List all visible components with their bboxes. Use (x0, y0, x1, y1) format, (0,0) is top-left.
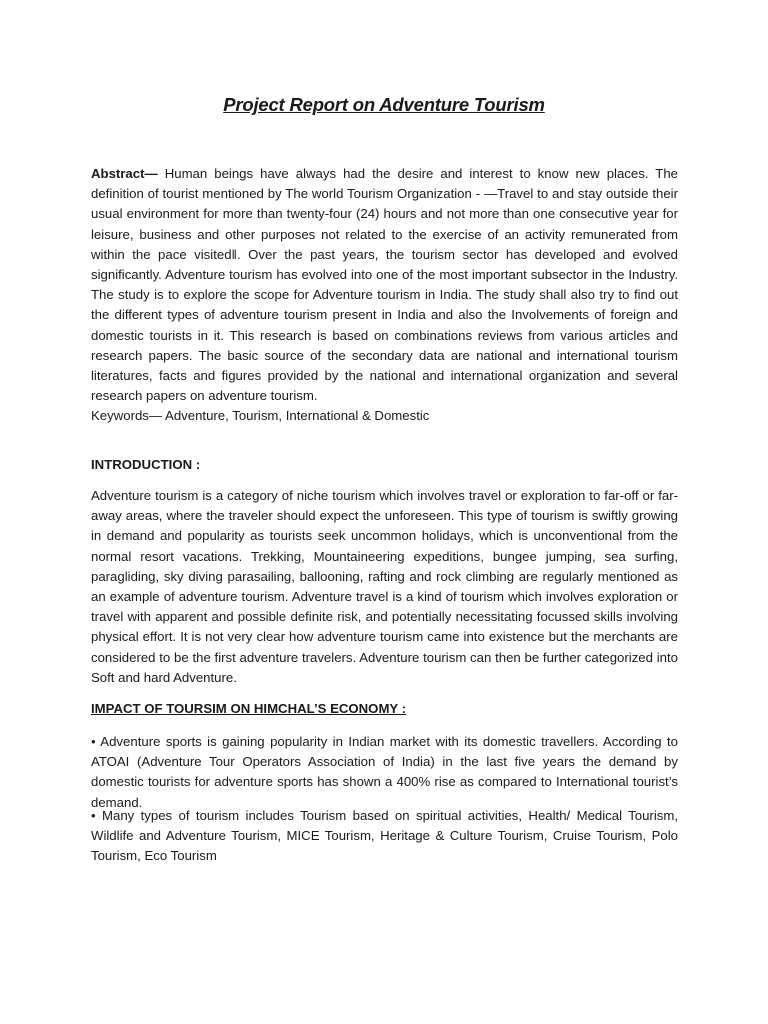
abstract-label: Abstract— (91, 166, 158, 181)
abstract-text: Human beings have always had the desire and interest to know new places. The definition of tourist mentioned by The world Tourism Organization - —Travel to and stay outside their usual environment for more than twenty-four (24) hours and not more than one consecutive year for leisure, business and other purposes not related to the exercise of an activity remunerated from within the pace visited‖. Over the past years, the tourism sector has developed and evolved significantly. Adventure tourism has evolved into one of the most important subsector in the Industry. The study is to explore the scope for Adventure tourism in India. The study shall also try to find out the different types of adventure tourism present in India and also the Involvements of foreign and domestic tourists in it. This research is based on combinations reviews from various articles and research papers. The basic source of the secondary data are national and international tourism literatures, facts and figures provided by the national and international organization and several research papers on adventure tourism. (91, 166, 678, 404)
impact-bullet-1: • Adventure sports is gaining popularity in Indian market with its domestic travellers. According to ATOAI (Adventure Tour Operators Association of India) in the last five years the demand by domestic tourists for adventure sports has shown a 400% rise as compared to International tourist’s demand. (91, 734, 678, 810)
introduction-heading: INTRODUCTION : (91, 457, 201, 472)
keywords-line: Keywords— Adventure, Tourism, International & Domestic (91, 408, 430, 424)
abstract-paragraph (91, 164, 678, 427)
document-title: Project Report on Adventure Tourism (223, 94, 545, 115)
introduction-paragraph: Adventure tourism is a category of niche tourism which involves travel or exploration to far-off or far-away areas, where the traveler should expect the unforeseen. This type of tourism is swiftly growing in demand and popularity as tourists seek uncommon holidays, which is unconventional from the normal resort vacations. Trekking, Mountaineering expeditions, bungee jumping, sea surfing, paragliding, sky diving parasailing, ballooning, rafting and rock climbing are regularly mentioned as an example of adventure tourism. Adventure travel is a kind of tourism which involves exploration or travel with apparent and possible definite risk, and potentially necessitating focussed skills involving physical effort. It is not very clear how adventure tourism came into existence but the merchants are considered to be the first adventure travelers. Adventure tourism can then be further categorized into Soft and hard Adventure. (91, 488, 678, 685)
impact-bullet-2: • Many types of tourism includes Tourism based on spiritual activities, Health/ Medical Tourism, Wildlife and Adventure Tourism, MICE Tourism, Heritage & Culture Tourism, Cruise Tourism, Polo Tourism, Eco Tourism (91, 808, 678, 864)
impact-heading: IMPACT OF TOURSIM ON HIMCHAL’S ECONOMY : (91, 701, 407, 716)
